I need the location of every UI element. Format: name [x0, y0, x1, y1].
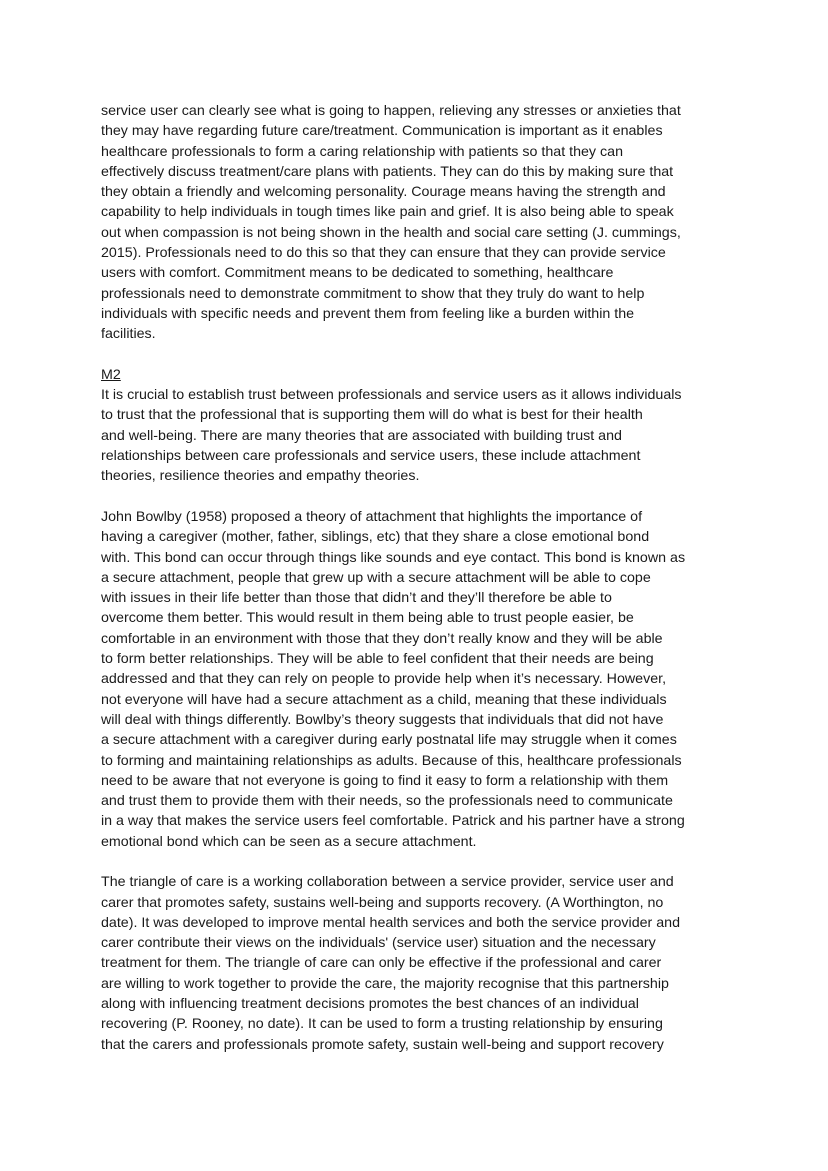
text-line: a secure attachment with a caregiver during early postnatal life may struggle when it comes [101, 732, 677, 749]
text-line: to trust that the professional that is supporting them will do what is best for their health [101, 407, 643, 424]
text-line: to forming and maintaining relationships as adults. Because of this, healthcare professionals [101, 752, 682, 769]
paragraph-triangle-of-care [101, 872, 737, 1055]
text-line: John Bowlby (1958) proposed a theory of attachment that highlights the importance of [101, 508, 643, 525]
text-line: that the carers and professionals promote safety, sustain well-being and support recovery [101, 1036, 664, 1053]
text-line: need to be aware that not everyone is going to find it easy to form a relationship with them [101, 772, 669, 789]
text-line: addressed and that they can rely on people to provide help when it’s necessary. However, [101, 671, 667, 688]
text-line: with. This bond can occur through things like sounds and eye contact. This bond is known as [101, 549, 686, 566]
text-line: service user can clearly see what is going to happen, relieving any stresses or anxieties that [101, 103, 681, 119]
text-line: effectively discuss treatment/care plans with patients. They can do this by making sure that [101, 163, 674, 180]
document-page [101, 101, 737, 1055]
text-line: not everyone will have had a secure attachment as a child, meaning that these individuals [101, 691, 667, 708]
text-line: and well-being. There are many theories that are associated with building trust and [101, 427, 622, 444]
text-line: carer contribute their views on the individuals' (service user) situation and the necessary [101, 935, 656, 952]
text-line: a secure attachment, people that grew up with a secure attachment will be able to cope [101, 569, 651, 586]
paragraph-bowlby [101, 507, 737, 852]
text-line: healthcare professionals to form a caring relationship with patients so that they can [101, 143, 623, 160]
text-line: to form better relationships. They will be able to feel confident that their needs are being [101, 651, 654, 668]
text-line: with issues in their life better than those that didn’t and they’ll therefore be able to [101, 590, 612, 607]
text-line: The triangle of care is a working collaboration between a service provider, service user and [101, 874, 674, 891]
text-line: It is crucial to establish trust between professionals and service users as it allows individuals [101, 387, 682, 404]
text-line: capability to help individuals in tough times like pain and grief. It is also being able to speak [101, 204, 674, 221]
text-line: and trust them to provide them with their needs, so the professionals need to communicate [101, 793, 673, 810]
paragraph-gap [101, 852, 737, 872]
text-line: carer that promotes safety, sustains well-being and supports recovery. (A Worthington, no [101, 894, 664, 911]
text-line: out when compassion is not being shown in the health and social care setting (J. cummings, [101, 224, 681, 241]
text-line: relationships between care professionals and service users, these include attachment [101, 448, 641, 465]
text-line: individuals with specific needs and prevent them from feeling like a burden within the [101, 305, 635, 322]
text-line: theories, resilience theories and empathy theories. [101, 468, 420, 485]
text-line: will deal with things differently. Bowlby’s theory suggests that individuals that did not have [101, 711, 664, 728]
text-line: overcome them better. This would result in them being able to trust people easier, be [101, 610, 634, 627]
text-line: emotional bond which can be seen as a secure attachment. [101, 833, 477, 850]
text-line: in a way that makes the service users feel comfortable. Patrick and his partner have a strong [101, 813, 685, 830]
text-line: 2015). Professionals need to do this so that they can ensure that they can provide service [101, 245, 666, 262]
section-heading: M2 [101, 366, 121, 383]
text-line: they obtain a friendly and welcoming personality. Courage means having the strength and [101, 184, 666, 201]
text-line: date). It was developed to improve mental health services and both the service provider and [101, 914, 681, 931]
text-line: are willing to work together to provide the care, the majority recognise that this partnership [101, 975, 669, 992]
paragraph-trust-intro [101, 385, 737, 486]
text-line: professionals need to demonstrate commitment to show that they truly do want to help [101, 285, 645, 302]
text-line: recovering (P. Rooney, no date). It can be used to form a trusting relationship by ensuring [101, 1016, 663, 1033]
text-line: they may have regarding future care/treatment. Communication is important as it enables [101, 123, 663, 140]
paragraph-gap [101, 487, 737, 507]
text-line: comfortable in an environment with those that they don’t really know and they will be able [101, 630, 663, 647]
text-line: along with influencing treatment decisions promotes the best chances of an individual [101, 996, 639, 1013]
text-line: facilities. [101, 326, 156, 343]
text-line: users with comfort. Commitment means to be dedicated to something, healthcare [101, 265, 614, 282]
text-line: treatment for them. The triangle of care can only be effective if the professional and carer [101, 955, 662, 972]
text-line: having a caregiver (mother, father, siblings, etc) that they share a close emotional bond [101, 529, 650, 546]
paragraph-gap [101, 345, 737, 365]
paragraph-values [101, 101, 737, 345]
